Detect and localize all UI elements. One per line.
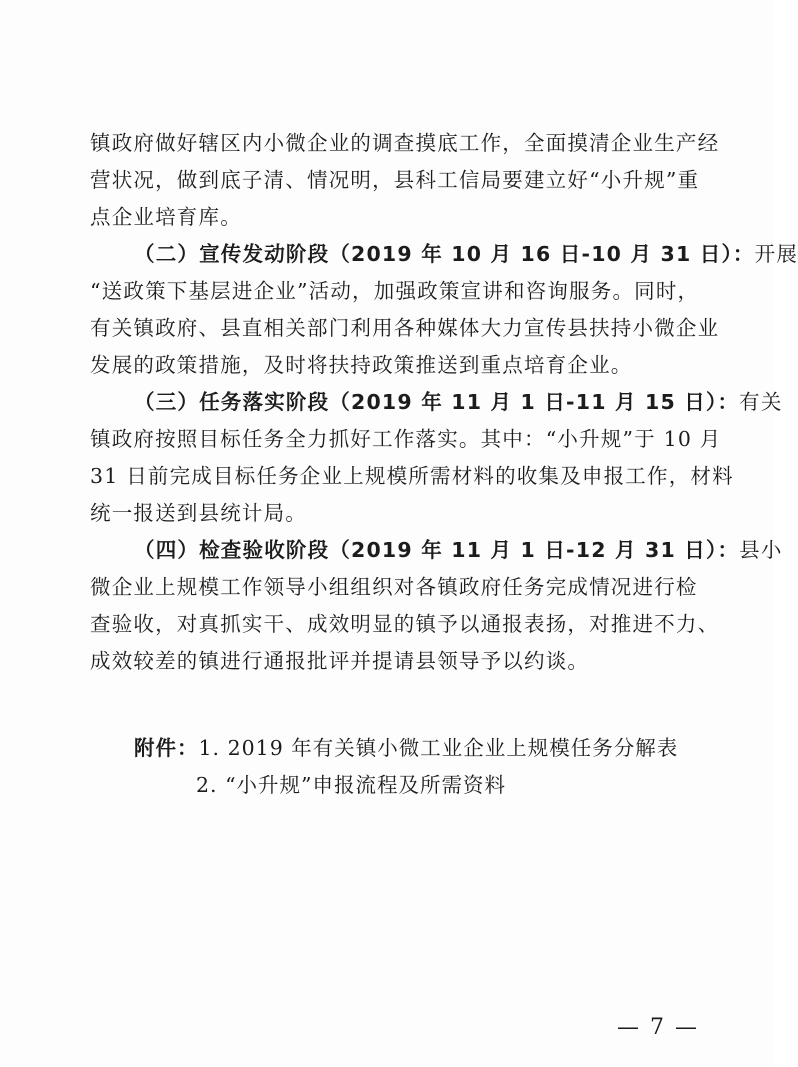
paragraph-3 <box>90 384 783 532</box>
attachments-label: 附件： <box>134 736 199 760</box>
paragraph-line: 微企业上规模工作领导小组组织对各镇政府任务完成情况进行检 <box>90 575 698 599</box>
paragraph-line: 统一报送到县统计局。 <box>90 501 307 525</box>
paragraph-line: 查验收，对真抓实干、成效明显的镇予以通报表扬，对推进不力、 <box>90 612 720 636</box>
section-heading: （四）检查验收阶段（2019 年 11 月 1 日-12 月 31 日）： <box>134 538 740 562</box>
paragraph-line: 镇政府按照目标任务全力抓好工作落实。其中：“小升规”于 10 月 <box>90 427 722 451</box>
paragraph-line: 点企业培育库。 <box>90 205 242 229</box>
heading-continuation: 有关 <box>739 390 783 414</box>
paragraph-line: “送政策下基层进企业”活动，加强政策宣讲和咨询服务。同时， <box>90 279 700 303</box>
attachment-item: 1. 2019 年有关镇小微工业企业上规模任务分解表 <box>198 736 679 760</box>
heading-continuation: 开展 <box>754 242 798 266</box>
paragraph-line: 成效较差的镇进行通报批评并提请县领导予以约谈。 <box>90 649 590 673</box>
paragraph-4 <box>90 532 783 680</box>
section-heading: （二）宣传发动阶段（2019 年 10 月 16 日-10 月 31 日）： <box>134 242 755 266</box>
attachments-first-line <box>134 731 678 761</box>
attachment-item: 2. “小升规”申报流程及所需资料 <box>196 773 507 797</box>
section-heading: （三）任务落实阶段（2019 年 11 月 1 日-11 月 15 日）： <box>134 390 740 414</box>
paragraph-1 <box>90 125 720 236</box>
paragraph-line: 营状况，做到底子清、情况明，县科工信局要建立好“小升规”重 <box>90 168 700 192</box>
paragraph-first-line <box>90 236 798 273</box>
page-number: — 7 — <box>617 1015 699 1040</box>
paragraph-2 <box>90 236 798 384</box>
paragraph-first-line <box>90 532 783 569</box>
heading-continuation: 县小 <box>739 538 783 562</box>
paragraph-line: 镇政府做好辖区内小微企业的调查摸底工作，全面摸清企业生产经 <box>90 131 720 155</box>
paragraph-line: 31 日前完成目标任务企业上规模所需材料的收集及申报工作，材料 <box>90 464 734 488</box>
paragraph-line: 发展的政策措施，及时将扶持政策推送到重点培育企业。 <box>90 353 633 377</box>
paragraph-line: 有关镇政府、县直相关部门利用各种媒体大力宣传县扶持小微企业 <box>90 316 720 340</box>
paragraph-first-line <box>90 384 783 421</box>
